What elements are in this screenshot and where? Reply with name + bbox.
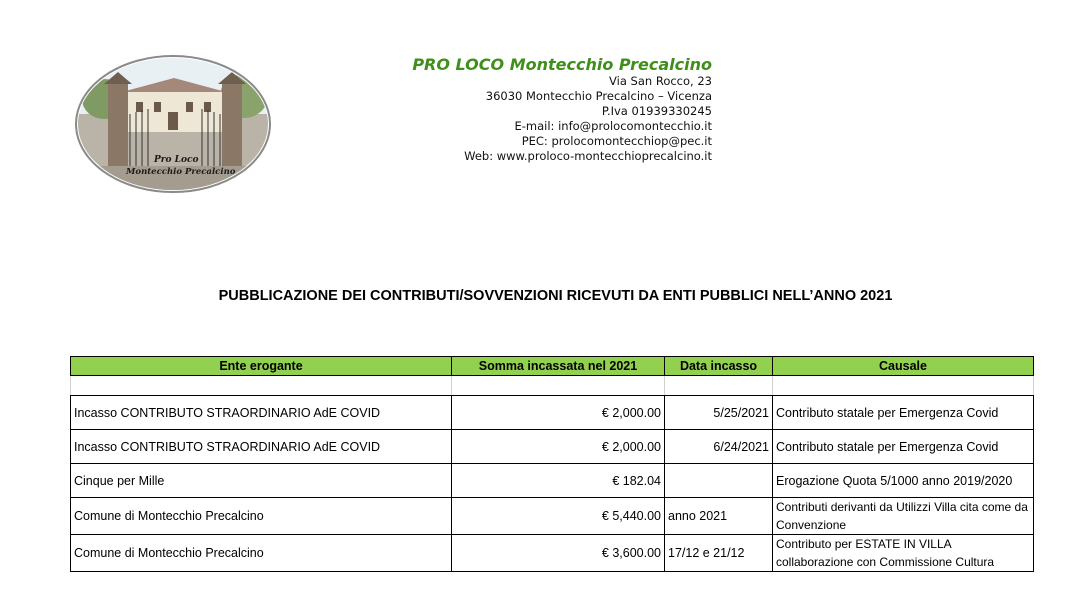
table-cell xyxy=(71,376,452,396)
vat-number: P.Iva 01939330245 xyxy=(601,104,712,118)
cell-causale: Contributo statale per Emergenza Covid xyxy=(773,430,1034,464)
table-row xyxy=(71,498,1034,535)
column-header-somma: Somma incassata nel 2021 xyxy=(452,357,665,376)
address-street: Via San Rocco, 23 xyxy=(609,74,712,88)
pro-loco-logo xyxy=(74,54,272,194)
table-row xyxy=(71,535,1034,572)
cell-causale: Erogazione Quota 5/1000 anno 2019/2020 xyxy=(773,464,1034,498)
column-header-causale: Causale xyxy=(773,357,1034,376)
document-title: PUBBLICAZIONE DEI CONTRIBUTI/SOVVENZIONI RICEVUTI DA ENTI PUBBLICI NELL’ANNO 2021 xyxy=(218,288,893,304)
cell-causale: Contributo per ESTATE IN VILLA collaborazione con Commissione Cultura xyxy=(773,535,1034,572)
cell-data: 5/25/2021 xyxy=(665,396,773,430)
cell-causale: Contributi derivanti da Utilizzi Villa cita come da Convenzione xyxy=(773,498,1034,535)
table-header-row xyxy=(71,357,1034,376)
address-city: 36030 Montecchio Precalcino – Vicenza xyxy=(485,89,712,103)
cell-data: anno 2021 xyxy=(665,498,773,535)
cell-ente: Cinque per Mille xyxy=(71,464,452,498)
cell-ente: Incasso CONTRIBUTO STRAORDINARIO AdE COVID xyxy=(71,396,452,430)
pec-email: PEC: prolocomontecchiop@pec.it xyxy=(521,134,712,148)
table-row xyxy=(71,464,1034,498)
organization-header xyxy=(380,55,712,164)
cell-somma: € 2,000.00 xyxy=(452,396,665,430)
cell-data: 6/24/2021 xyxy=(665,430,773,464)
cell-somma: € 182.04 xyxy=(452,464,665,498)
cell-data: 17/12 e 21/12 xyxy=(665,535,773,572)
cell-ente: Comune di Montecchio Precalcino xyxy=(71,535,452,572)
cell-data xyxy=(665,464,773,498)
table-row xyxy=(71,396,1034,430)
table-cell xyxy=(452,376,665,396)
cell-somma: € 3,600.00 xyxy=(452,535,665,572)
contributions-table xyxy=(70,356,1034,572)
cell-ente: Incasso CONTRIBUTO STRAORDINARIO AdE COVID xyxy=(71,430,452,464)
cell-causale: Contributo statale per Emergenza Covid xyxy=(773,396,1034,430)
table-row-empty xyxy=(71,376,1034,396)
column-header-data: Data incasso xyxy=(665,357,773,376)
website: Web: www.proloco-montecchioprecalcino.it xyxy=(464,149,712,163)
column-header-ente: Ente erogante xyxy=(71,357,452,376)
logo-line1: Pro Loco xyxy=(154,155,199,165)
organization-name: PRO LOCO Montecchio Precalcino xyxy=(412,55,712,74)
email: E-mail: info@prolocomontecchio.it xyxy=(514,119,712,133)
table-cell xyxy=(773,376,1034,396)
logo-line2: Montecchio Precalcino xyxy=(126,167,236,177)
cell-somma: € 5,440.00 xyxy=(452,498,665,535)
table-row xyxy=(71,430,1034,464)
cell-somma: € 2,000.00 xyxy=(452,430,665,464)
cell-ente: Comune di Montecchio Precalcino xyxy=(71,498,452,535)
table-cell xyxy=(665,376,773,396)
